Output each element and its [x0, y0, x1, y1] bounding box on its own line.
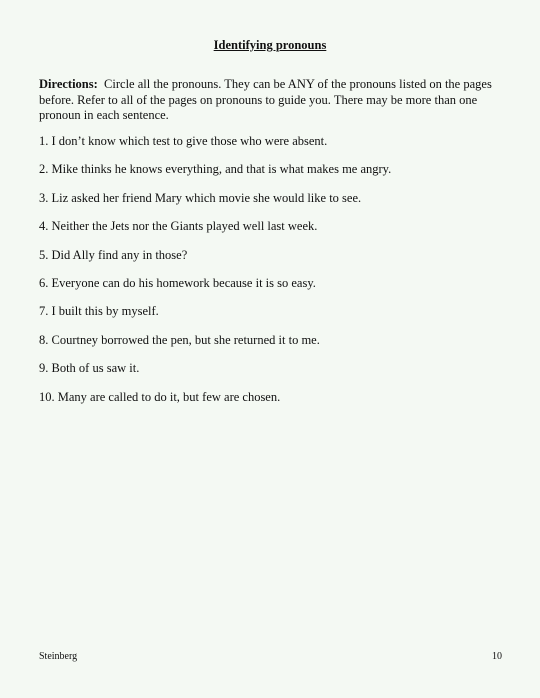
sentence-item: 6. Everyone can do his homework because it is so easy.: [39, 275, 316, 290]
directions-label: Directions:: [39, 77, 98, 91]
page-title: Identifying pronouns: [213, 38, 327, 52]
sentence-item: 7. I built this by myself.: [39, 304, 159, 319]
sentence-item: 1. I don’t know which test to give those who were absent.: [39, 134, 328, 148]
sentence-item: 4. Neither the Jets nor the Giants played well last week.: [39, 219, 318, 234]
sentence-list: [39, 133, 509, 417]
directions-text: Circle all the pronouns. They can be ANY of the pronouns listed on the pages before. Refer to all of the pages on pronouns to guide you. There may be more than one pronoun in each sentence.: [39, 77, 492, 122]
sentence-item: 9. Both of us saw it.: [39, 361, 140, 376]
sentence-item: 2. Mike thinks he knows everything, and that is what makes me angry.: [39, 162, 392, 177]
sentence-item: 3. Liz asked her friend Mary which movie she would like to see.: [39, 190, 362, 205]
footer-page-number: 10: [492, 651, 502, 662]
footer-author: Steinberg: [39, 651, 78, 662]
sentence-item: 5. Did Ally find any in those?: [39, 247, 188, 262]
sentence-item: 10. Many are called to do it, but few are chosen.: [39, 389, 281, 404]
directions-paragraph: [39, 77, 509, 124]
sentence-item: 8. Courtney borrowed the pen, but she returned it to me.: [39, 332, 320, 347]
